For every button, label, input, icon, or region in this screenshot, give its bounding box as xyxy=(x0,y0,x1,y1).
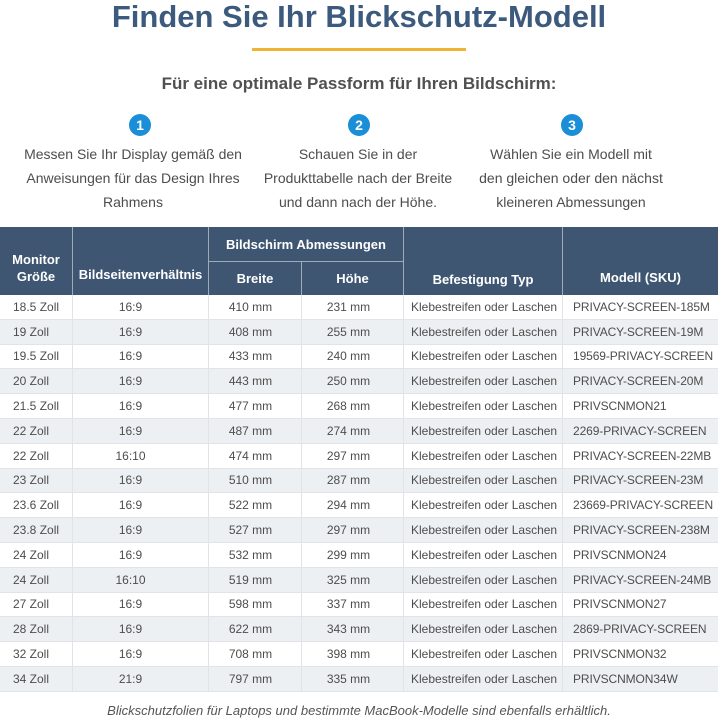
cell-height: 343 mm xyxy=(302,617,404,641)
cell-height: 268 mm xyxy=(302,394,404,418)
cell-model-sku: PRIVACY-SCREEN-23M xyxy=(573,473,704,488)
cell-aspect-ratio: 16:9 xyxy=(73,593,209,617)
cell-model-sku: 2269-PRIVACY-SCREEN xyxy=(573,423,707,438)
cell-width: 433 mm xyxy=(209,345,302,369)
footnote: Blickschutzfolien für Laptops und bestimmte MacBook-Modelle sind ebenfalls erhältlich. xyxy=(107,703,611,718)
cell-aspect-ratio: 16:9 xyxy=(73,394,209,418)
cell-mount-type: Klebestreifen oder Laschen xyxy=(404,518,563,542)
cell-height: 250 mm xyxy=(302,369,404,393)
cell-height: 231 mm xyxy=(302,295,404,319)
cell-mount-type: Klebestreifen oder Laschen xyxy=(404,642,563,666)
table-row xyxy=(0,295,718,320)
cell-height: 337 mm xyxy=(302,593,404,617)
cell-model-sku: 19569-PRIVACY-SCREEN xyxy=(573,349,714,364)
table-row xyxy=(0,493,718,518)
cell-mount-type: Klebestreifen oder Laschen xyxy=(404,617,563,641)
step-text-line: kleineren Abmessungen xyxy=(496,194,646,210)
cell-monitor-size: 28 Zoll xyxy=(0,617,73,641)
cell-aspect-ratio: 21:9 xyxy=(73,667,209,691)
cell-height: 299 mm xyxy=(302,543,404,567)
cell-model-sku: 2869-PRIVACY-SCREEN xyxy=(573,622,707,637)
table-row xyxy=(0,320,718,345)
step-text-line: Messen Sie Ihr Display gemäß den xyxy=(24,146,242,162)
cell-monitor-size: 23 Zoll xyxy=(0,469,73,493)
cell-mount-type: Klebestreifen oder Laschen xyxy=(404,394,563,418)
cell-mount-type: Klebestreifen oder Laschen xyxy=(404,444,563,468)
cell-model-sku: PRIVSCNMON24 xyxy=(573,547,667,562)
cell-aspect-ratio: 16:9 xyxy=(73,369,209,393)
cell-model-sku: PRIVSCNMON34W xyxy=(573,671,678,686)
cell-mount-type: Klebestreifen oder Laschen xyxy=(404,469,563,493)
header-monitor-size-line: Monitor xyxy=(12,252,60,267)
title-underline xyxy=(252,48,466,51)
table-row xyxy=(0,444,718,469)
header-screen-dimensions: Bildschirm Abmessungen xyxy=(209,227,404,262)
cell-model-sku: PRIVSCNMON21 xyxy=(573,399,667,414)
step-1-badge: 1 xyxy=(129,114,151,136)
table-row xyxy=(0,593,718,618)
page-title: Finden Sie Ihr Blickschutz-Modell xyxy=(111,0,607,34)
cell-width: 477 mm xyxy=(209,394,302,418)
cell-width: 510 mm xyxy=(209,469,302,493)
cell-aspect-ratio: 16:9 xyxy=(73,518,209,542)
cell-mount-type: Klebestreifen oder Laschen xyxy=(404,593,563,617)
step-text-line: den gleichen oder den nächst xyxy=(479,170,663,186)
cell-aspect-ratio: 16:9 xyxy=(73,642,209,666)
cell-width: 408 mm xyxy=(209,320,302,344)
cell-aspect-ratio: 16:10 xyxy=(73,568,209,592)
table-row xyxy=(0,369,718,394)
cell-model-sku: PRIVACY-SCREEN-238M xyxy=(573,523,710,538)
step-2-text xyxy=(243,142,473,214)
cell-monitor-size: 19 Zoll xyxy=(0,320,73,344)
cell-width: 519 mm xyxy=(209,568,302,592)
cell-aspect-ratio: 16:9 xyxy=(73,469,209,493)
cell-aspect-ratio: 16:9 xyxy=(73,295,209,319)
cell-monitor-size: 23.6 Zoll xyxy=(0,493,73,517)
table-row xyxy=(0,568,718,593)
step-text-line: Wählen Sie ein Modell mit xyxy=(490,146,652,162)
cell-monitor-size: 21.5 Zoll xyxy=(0,394,73,418)
cell-model-sku: PRIVACY-SCREEN-24MB xyxy=(573,572,712,587)
model-table xyxy=(0,227,718,692)
step-text-line: Anweisungen für das Design Ihres xyxy=(26,170,240,186)
cell-height: 398 mm xyxy=(302,642,404,666)
page-subtitle: Für eine optimale Passform für Ihren Bildschirm: xyxy=(161,74,557,93)
cell-mount-type: Klebestreifen oder Laschen xyxy=(404,493,563,517)
cell-width: 443 mm xyxy=(209,369,302,393)
cell-width: 522 mm xyxy=(209,493,302,517)
cell-height: 294 mm xyxy=(302,493,404,517)
header-aspect-ratio: Bildseitenverhältnis xyxy=(73,227,209,295)
table-row xyxy=(0,394,718,419)
cell-model-sku: PRIVSCNMON32 xyxy=(573,647,667,662)
cell-aspect-ratio: 16:9 xyxy=(73,617,209,641)
cell-mount-type: Klebestreifen oder Laschen xyxy=(404,667,563,691)
header-mount-type: Befestigung Typ xyxy=(404,227,563,295)
header-model-sku: Modell (SKU) xyxy=(600,269,681,285)
cell-mount-type: Klebestreifen oder Laschen xyxy=(404,345,563,369)
cell-model-sku: PRIVACY-SCREEN-19M xyxy=(573,324,704,339)
cell-model-sku: PRIVACY-SCREEN-185M xyxy=(573,299,710,314)
table-row xyxy=(0,617,718,642)
cell-monitor-size: 23.8 Zoll xyxy=(0,518,73,542)
step-1-text xyxy=(18,142,248,214)
table-row xyxy=(0,345,718,370)
cell-model-sku: 23669-PRIVACY-SCREEN xyxy=(573,498,714,513)
cell-monitor-size: 19.5 Zoll xyxy=(0,345,73,369)
table-row xyxy=(0,667,718,692)
cell-monitor-size: 22 Zoll xyxy=(0,444,73,468)
cell-height: 255 mm xyxy=(302,320,404,344)
cell-monitor-size: 24 Zoll xyxy=(0,568,73,592)
cell-monitor-size: 27 Zoll xyxy=(0,593,73,617)
cell-mount-type: Klebestreifen oder Laschen xyxy=(404,419,563,443)
table-body xyxy=(0,295,718,692)
table-row xyxy=(0,469,718,494)
cell-aspect-ratio: 16:9 xyxy=(73,345,209,369)
cell-model-sku: PRIVACY-SCREEN-22MB xyxy=(573,448,712,463)
header-monitor-size xyxy=(0,227,73,295)
cell-mount-type: Klebestreifen oder Laschen xyxy=(404,320,563,344)
step-text-line: und dann nach der Höhe. xyxy=(278,194,437,210)
cell-aspect-ratio: 16:9 xyxy=(73,320,209,344)
cell-monitor-size: 18.5 Zoll xyxy=(0,295,73,319)
table-row xyxy=(0,419,718,444)
cell-height: 240 mm xyxy=(302,345,404,369)
cell-width: 474 mm xyxy=(209,444,302,468)
step-3-badge: 3 xyxy=(561,114,583,136)
cell-width: 622 mm xyxy=(209,617,302,641)
cell-height: 297 mm xyxy=(302,518,404,542)
cell-model-sku: PRIVSCNMON27 xyxy=(573,597,667,612)
header-monitor-size-line: Größe xyxy=(16,269,56,284)
cell-mount-type: Klebestreifen oder Laschen xyxy=(404,568,563,592)
cell-height: 325 mm xyxy=(302,568,404,592)
cell-mount-type: Klebestreifen oder Laschen xyxy=(404,543,563,567)
cell-aspect-ratio: 16:9 xyxy=(73,543,209,567)
cell-width: 797 mm xyxy=(209,667,302,691)
cell-mount-type: Klebestreifen oder Laschen xyxy=(404,295,563,319)
cell-aspect-ratio: 16:9 xyxy=(73,493,209,517)
table-row xyxy=(0,518,718,543)
cell-monitor-size: 22 Zoll xyxy=(0,419,73,443)
cell-height: 274 mm xyxy=(302,419,404,443)
cell-height: 297 mm xyxy=(302,444,404,468)
cell-width: 532 mm xyxy=(209,543,302,567)
step-text-line: Produkttabelle nach der Breite xyxy=(263,170,453,186)
cell-aspect-ratio: 16:9 xyxy=(73,419,209,443)
cell-mount-type: Klebestreifen oder Laschen xyxy=(404,369,563,393)
cell-width: 598 mm xyxy=(209,593,302,617)
step-2-badge: 2 xyxy=(348,114,370,136)
cell-width: 487 mm xyxy=(209,419,302,443)
cell-monitor-size: 34 Zoll xyxy=(0,667,73,691)
cell-monitor-size: 20 Zoll xyxy=(0,369,73,393)
cell-aspect-ratio: 16:10 xyxy=(73,444,209,468)
step-text-line: Schauen Sie in der xyxy=(298,146,418,162)
cell-width: 527 mm xyxy=(209,518,302,542)
table-row xyxy=(0,543,718,568)
table-header xyxy=(0,227,718,295)
cell-height: 287 mm xyxy=(302,469,404,493)
cell-monitor-size: 24 Zoll xyxy=(0,543,73,567)
table-row xyxy=(0,642,718,667)
step-text-line: Rahmens xyxy=(103,194,163,210)
cell-width: 410 mm xyxy=(209,295,302,319)
cell-width: 708 mm xyxy=(209,642,302,666)
cell-model-sku: PRIVACY-SCREEN-20M xyxy=(573,374,704,389)
cell-monitor-size: 32 Zoll xyxy=(0,642,73,666)
cell-height: 335 mm xyxy=(302,667,404,691)
header-width: Breite xyxy=(209,262,302,295)
header-height: Höhe xyxy=(302,262,404,295)
step-3-text xyxy=(456,142,686,214)
